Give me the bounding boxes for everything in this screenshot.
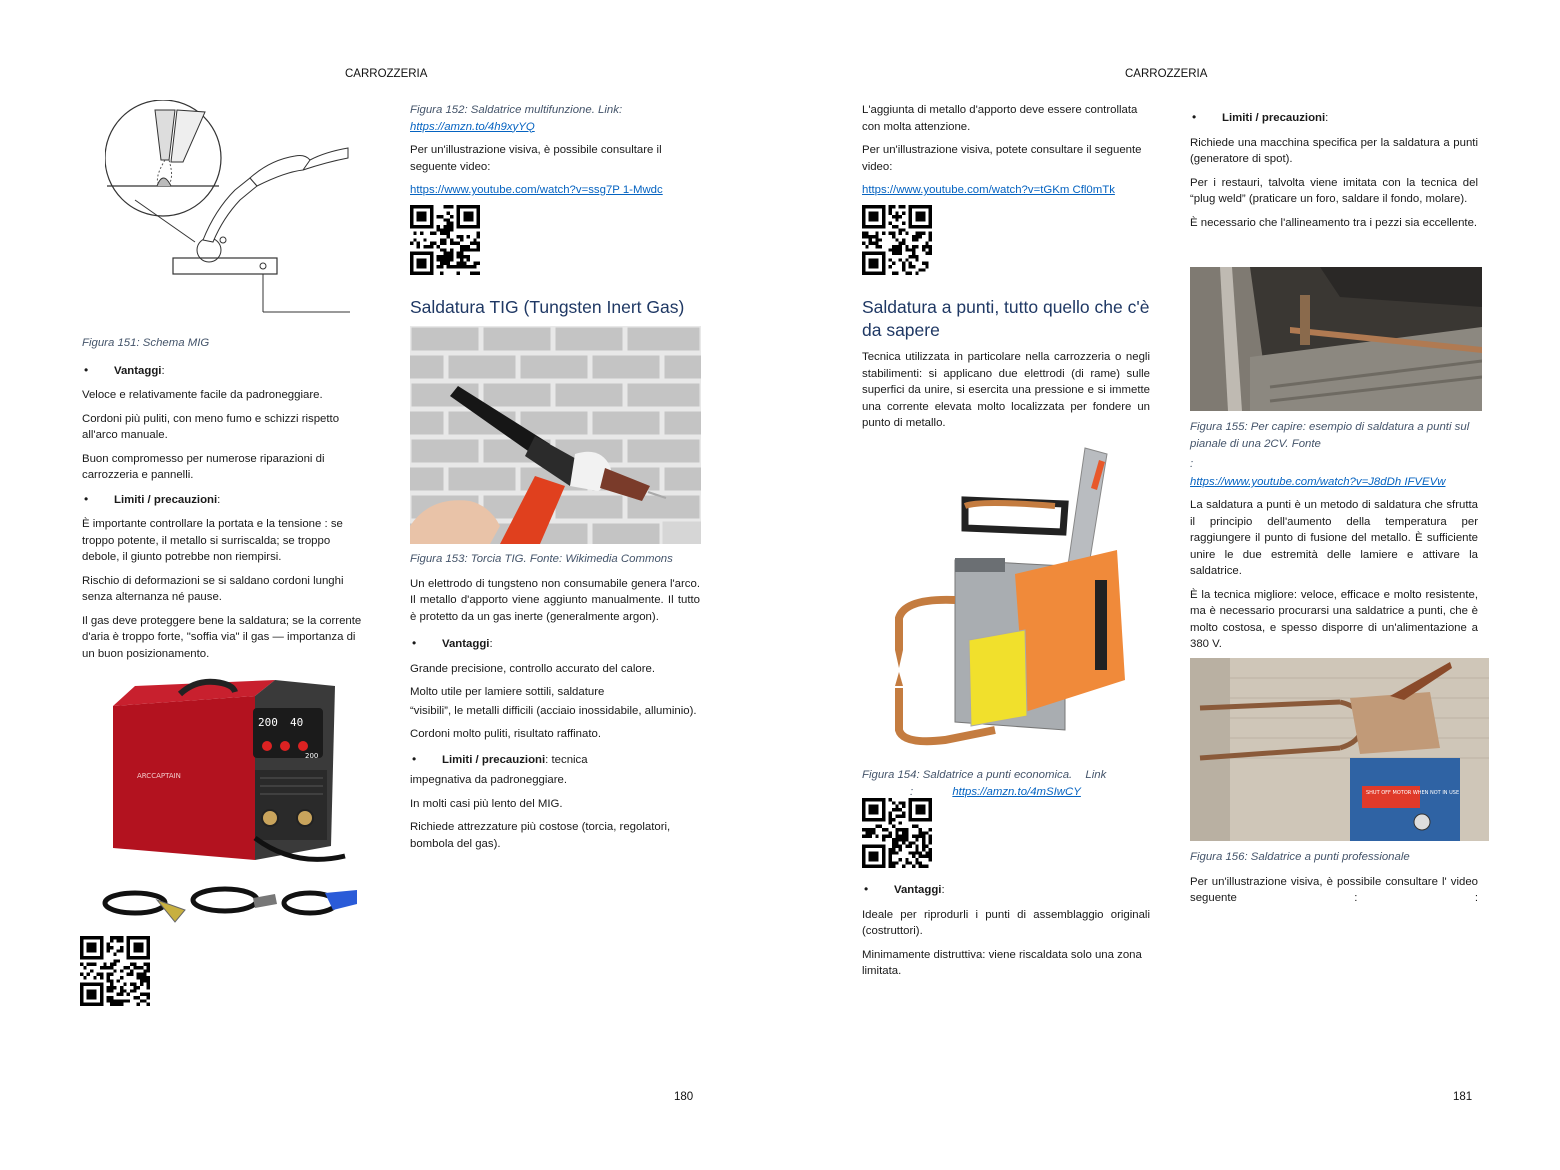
spot-advantage-item: Ideale per riprodurli i punti di assemblaggio originali (costruttori). (862, 908, 1150, 937)
figure-155-caption: Figura 155: Per capire: esempio di saldatura a punti sul pianale di una 2CV. Fonte : https://www.youtube.com/watch?v=J8dDh IFVEVw (1190, 421, 1470, 488)
figure-154-caption: Figura 154: Saldatrice a punti economica. Link : https://amzn.to/4mSIwCY (862, 769, 1107, 798)
tig-limits-bullet: • Limiti / precauzioni: tecnica (412, 751, 588, 766)
filler-metal-note: L'aggiunta di metallo d'apporto deve essere controllata con molta attenzione. (862, 104, 1138, 133)
spot-limit-item: Per i restauri, talvolta viene imitata con la tecnica del “plug weld” (praticare un foro, saldare il fondo, molare). (1190, 176, 1478, 205)
figure-156-caption: Figura 156: Saldatrice a punti professionale (1190, 851, 1410, 863)
limit-item: Il gas deve proteggere bene la saldatura; se la corrente d'aria è troppo forte, "soffia via" il gas — importanza di un buon posizionamento. (82, 614, 362, 660)
qr-code-multifunction-welder[interactable] (80, 936, 150, 1006)
page-number: 181 (1453, 1091, 1473, 1103)
spot-welding-principle: La saldatura a punti è un metodo di saldatura che sfrutta il principio dell'aumento della temperatura per raggiungere il punto di fusione del metallo. È sufficiente unire le due estremità delle lamiere e attivare la saldatrice. (1190, 499, 1478, 577)
spot-welding-heading: Saldatura a punti, tutto quello che c'è da sapere (862, 297, 1150, 340)
tig-section-heading: Saldatura TIG (Tungsten Inert Gas) (410, 297, 685, 317)
spot-welding-description-block (862, 349, 1150, 439)
welder-display-b: 40 (290, 716, 304, 729)
figure-151-caption: Figura 151: Schema MIG (82, 337, 210, 349)
left-column-2 (410, 102, 702, 206)
mig-schematic-figure (105, 100, 355, 320)
video-closing-note: Per un'illustrazione visiva, è possibile consultare l' video seguente : : (1190, 875, 1478, 904)
tig-advantage-item: Cordoni molto puliti, risultato raffinato. (410, 728, 601, 740)
tig-advantage-item: “visibili”, le metalli difficili (acciaio inossidabile, alluminio). (410, 704, 697, 717)
right-column-2-end (1190, 849, 1478, 914)
qr-code-spot-welder[interactable] (862, 798, 932, 868)
tig-advantage-item: Molto utile per lamiere sottili, saldature (410, 686, 605, 698)
left-column-1 (82, 335, 367, 669)
spot-limit-item: Richiede una macchina specifica per la saldatura a punti (generatore di spot). (1190, 136, 1478, 165)
advantage-item: Cordoni più puliti, con meno fumo e schizzi rispetto all'arco manuale. (82, 412, 340, 441)
2cv-floor-spot-weld-photo (1190, 267, 1482, 411)
spot-limits-bullet: • Limiti / precauzioni: (1192, 110, 1329, 124)
limit-item: Rischio di deformazioni se si saldano cordoni lunghi senza alternanza né pause. (82, 574, 344, 603)
tig-limit-item: Richiede attrezzature più costose (torcia, regolatori, bombola del gas). (410, 821, 671, 850)
bullet-icon: • (84, 491, 89, 506)
tig-limit-item: impegnativa da padroneggiare. (410, 774, 568, 786)
figure-155-link[interactable]: https://www.youtube.com/watch?v=J8dDh IFVEVw (1190, 476, 1446, 488)
welder-brand-label: ARCCAPTAIN (137, 772, 181, 780)
welder-display-a: 200 (258, 716, 278, 729)
bullet-icon: • (1192, 110, 1197, 124)
limits-bullet: • Limiti / precauzioni: (84, 491, 221, 506)
spot-welding-explanation (1190, 497, 1478, 660)
bullet-icon: • (84, 362, 89, 377)
running-head: CARROZZERIA (1125, 68, 1208, 80)
spot-advantages-block (862, 879, 1150, 987)
right-page (780, 0, 1560, 1170)
tig-video-link[interactable]: https://www.youtube.com/watch?v=tGKm Cfl0mTk (862, 184, 1115, 196)
figure-154-link[interactable]: https://amzn.to/4mSIwCY (952, 785, 1081, 798)
spot-advantages-bullet: • Vantaggi: (864, 882, 945, 896)
right-column-1 (862, 102, 1152, 206)
running-head: CARROZZERIA (345, 68, 428, 80)
video-intro: Per un'illustrazione visiva, potete consultare il seguente video: (862, 144, 1142, 173)
warning-sign-text: SHUT OFF MOTOR WHEN NOT IN USE (1366, 790, 1460, 796)
tig-description: Un elettrodo di tungsteno non consumabile genera l'arco. Il metallo d'apporto viene aggiunto manualmente. Il tutto è protetto da un gas inerte (generalmente argon). (410, 577, 700, 623)
spot-welding-description: Tecnica utilizzata in particolare nella carrozzeria o negli stabilimenti: si applicano due elettrodi (di rame) sulle superfici da unire, si esercita una pressione e si immette una corrente elevata molto localizzata per fondere un punto di metallo. (862, 351, 1150, 429)
mig-video-link[interactable]: https://www.youtube.com/watch?v=ssg7P 1-Mwdc (410, 184, 663, 196)
bullet-icon: • (412, 751, 417, 766)
tig-advantages-bullet: • Vantaggi: (412, 636, 493, 650)
professional-spot-welder-photo (1190, 658, 1489, 841)
multifunction-welder-photo (95, 678, 367, 936)
advantage-item: Buon compromesso per numerose riparazioni di carrozzeria e pannelli. (82, 452, 325, 481)
bullet-icon: • (864, 882, 869, 896)
page-number: 180 (674, 1091, 694, 1103)
advantage-item: Veloce e relativamente facile da padroneggiare. (82, 389, 323, 401)
qr-code-mig-video[interactable] (410, 205, 480, 275)
figure-152-link[interactable]: https://amzn.to/4h9xyYQ (410, 120, 535, 133)
qr-code-tig-video[interactable] (862, 205, 932, 275)
economic-spot-welder-photo (885, 440, 1150, 752)
spot-limit-item: È necessario che l'allineamento tra i pezzi sia eccellente. (1190, 216, 1478, 229)
left-column-2-lower (410, 551, 700, 859)
spot-advantage-item: Minimamente distruttiva: viene riscaldata solo una zona limitata. (862, 948, 1142, 977)
tig-advantage-item: Grande precisione, controllo accurato del calore. (410, 662, 656, 675)
figure-152-caption: Figura 152: Saldatrice multifunzione. Link: https://amzn.to/4h9xyYQ (410, 104, 623, 133)
tig-torch-photo (410, 326, 701, 544)
right-column-2 (1190, 107, 1478, 238)
video-intro: Per un'illustrazione visiva, è possibile consultare il seguente video: (410, 144, 662, 173)
advantages-bullet: • Vantaggi: (84, 362, 165, 377)
figure-153-caption: Figura 153: Torcia TIG. Fonte: Wikimedia Commons (410, 553, 673, 565)
spot-welding-best-technique: È la tecnica migliore: veloce, efficace e molto resistente, ma è necessario procurarsi una saldatrice a punti, che è molto costosa, e spesso disporre di un'alimentazione a 380 V. (1190, 588, 1478, 650)
bullet-icon: • (412, 636, 417, 650)
limit-item: È importante controllare la portata e la tensione : se troppo potente, il metallo si surriscalda; se troppo debole, il giunto potrebbe non riempirsi. (82, 518, 343, 563)
welder-model-label: 200 (305, 752, 319, 760)
tig-limit-item: In molti casi più lento del MIG. (410, 797, 563, 810)
